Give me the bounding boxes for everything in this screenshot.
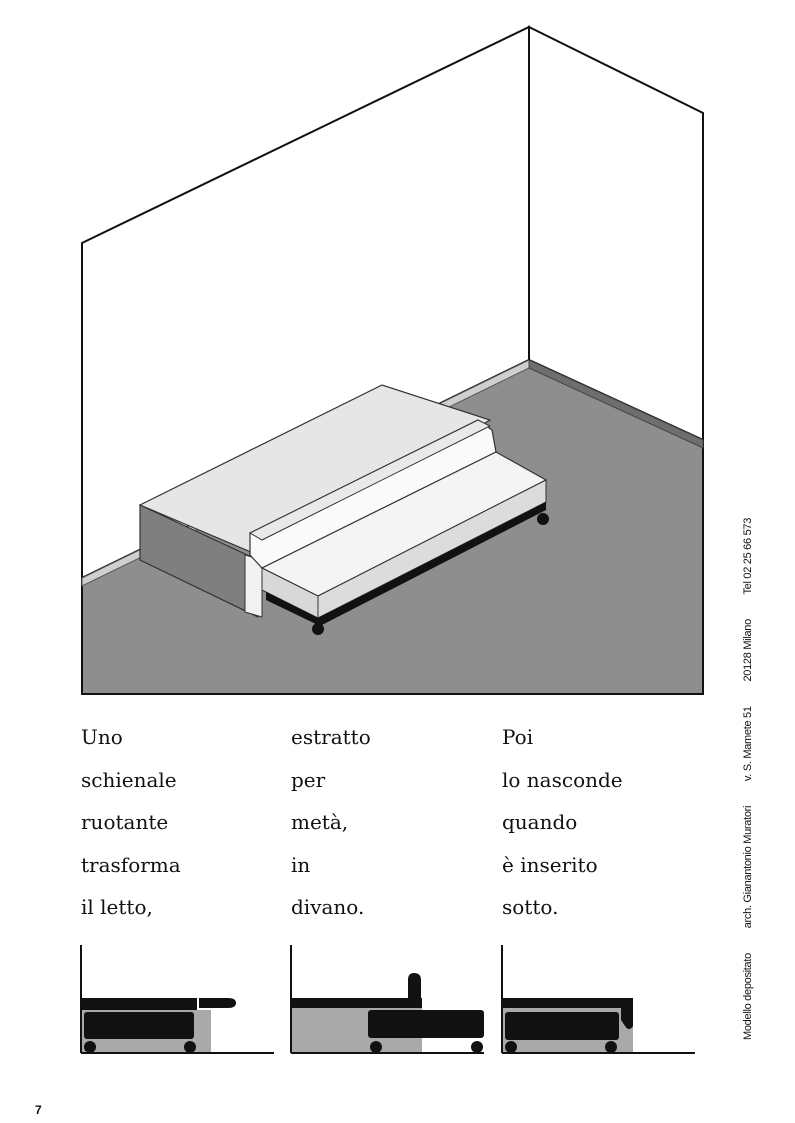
diagram-bed-stowed xyxy=(499,940,699,1060)
wheel-icon xyxy=(605,1041,617,1053)
page-number: 7 xyxy=(35,1103,42,1117)
model-notice: Modello depositato xyxy=(742,953,754,1040)
wheel-icon xyxy=(84,1041,96,1053)
architect-name: arch. Gianantonio Muratori xyxy=(742,805,754,929)
caption-line: sotto. xyxy=(502,895,559,919)
caption-line: è inserito xyxy=(502,852,598,877)
caption-column-3 xyxy=(502,716,623,929)
caption-line: metà, xyxy=(291,810,349,834)
caption-line: in xyxy=(291,852,311,877)
caption-line: Poi xyxy=(502,725,534,749)
caption-line: Uno xyxy=(81,725,123,749)
caption-line: per xyxy=(291,767,326,792)
caption-line: lo nasconde xyxy=(502,767,623,792)
caption-line: ruotante xyxy=(81,810,169,834)
caption-line: divano. xyxy=(291,895,365,919)
street-address: v. S. Mamete 51 xyxy=(742,706,754,782)
caption-line: estratto xyxy=(291,725,371,749)
caption-line: il letto, xyxy=(81,895,153,919)
phone-number: Tel 02 25 66 573 xyxy=(742,517,754,595)
wheel-icon xyxy=(537,513,549,525)
caption-column-2 xyxy=(291,716,371,929)
wheel-icon xyxy=(370,1041,382,1053)
diagram-sofa-extracted xyxy=(288,940,488,1060)
wheel-icon xyxy=(312,623,324,635)
city: 20128 Milano xyxy=(742,619,754,682)
wheel-icon xyxy=(184,1041,196,1053)
diagram-bed-closed xyxy=(78,940,278,1060)
wheel-icon xyxy=(471,1041,483,1053)
caption-line: trasforma xyxy=(81,852,181,877)
wheel-icon xyxy=(505,1041,517,1053)
caption-column-1 xyxy=(81,716,181,929)
caption-line: quando xyxy=(502,810,578,834)
sidebar-credits-text xyxy=(742,496,754,1040)
caption-line: schienale xyxy=(81,767,177,792)
